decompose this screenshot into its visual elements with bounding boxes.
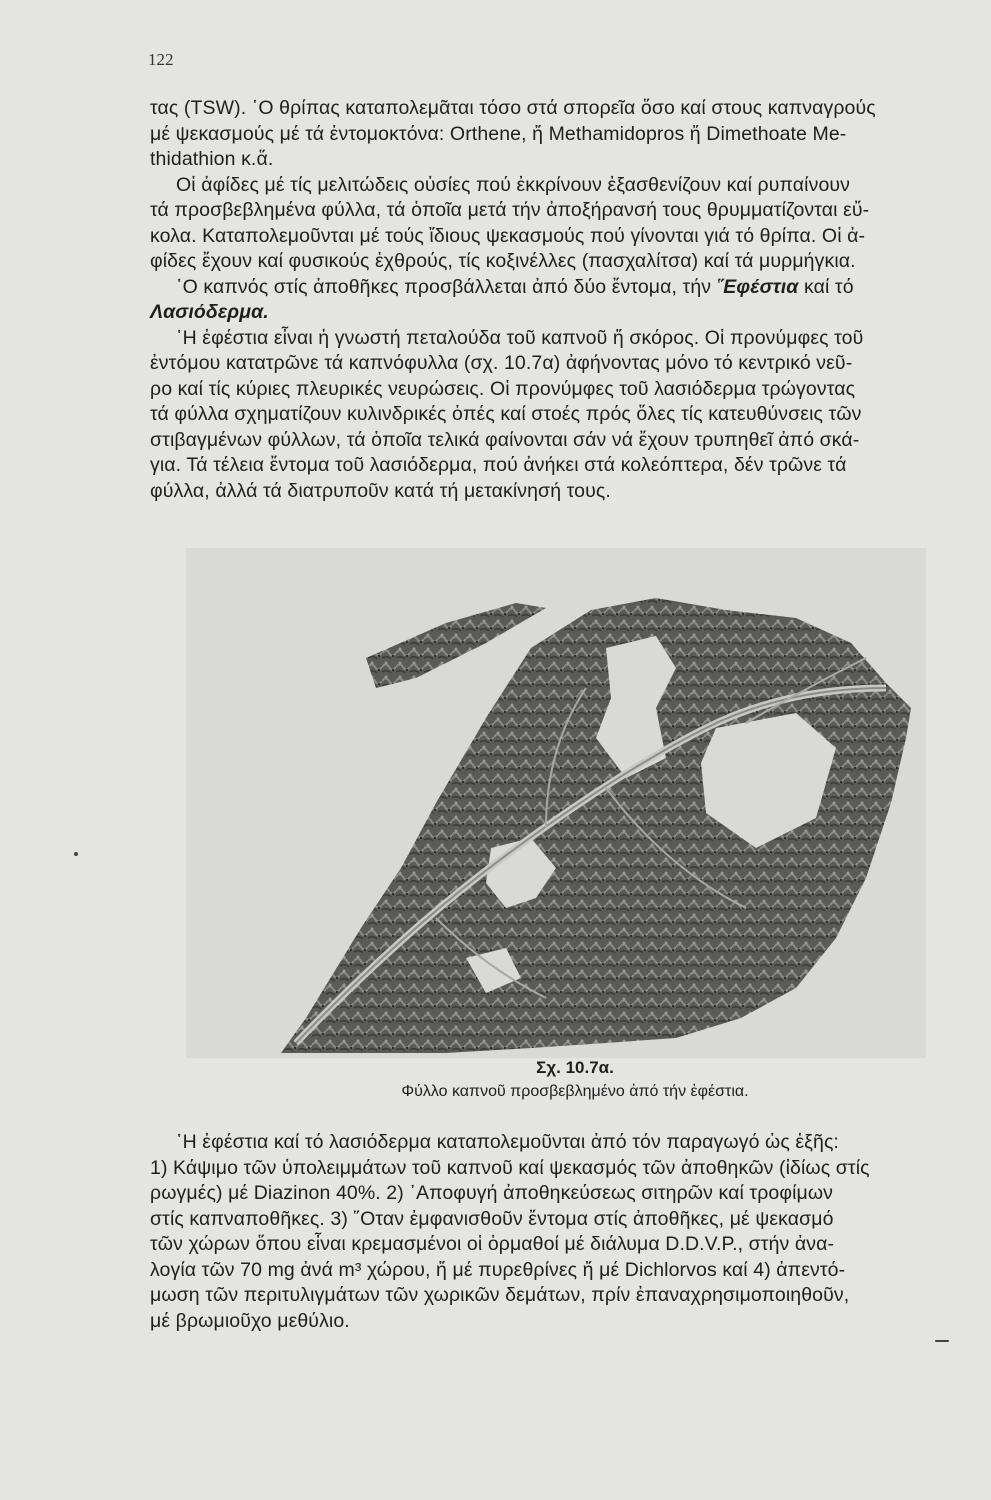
paragraph	[150, 326, 972, 505]
emphasis-lasioderma: Λασιόδερμα.	[150, 301, 269, 323]
paragraph	[150, 96, 972, 173]
text-line	[150, 300, 972, 326]
text-line: ῾Η ἐφέστια εἶναι ἡ γνωστή πεταλούδα τοῦ καπνοῦ ἤ σκόρος. Οἱ προνύμφες τοῦ	[176, 326, 864, 349]
body-text-top	[150, 96, 972, 504]
text-line: ρωγμές) μέ Diazinon 40%. 2) ᾿Αποφυγή ἀποθηκεύσεως σιτηρῶν καί τροφίμων	[150, 1182, 834, 1204]
text-line: Οἱ ἀφίδες μέ τίς μελιτώδεις οὐσίες πού ἐκκρίνουν ἐξασθενίζουν καί ρυπαίνουν	[176, 173, 851, 196]
text-line: μέ βρωμιοῦχο μεθύλιο.	[150, 1309, 350, 1332]
text-line: φύλλα, ἀλλά τά διατρυποῦν κατά τή μετακίνησή τους.	[150, 479, 611, 502]
text-line: τά φύλλα σχηματίζουν κυλινδρικές ὀπές καί στοές πρός ὅλες τίς κατευθύνσεις τῶν	[150, 403, 862, 425]
text-line: thidathion κ.ἅ.	[150, 148, 274, 170]
figure-caption: Φύλλο καπνοῦ προσβεβλημένο ἀπό τήν ἐφέστια.	[401, 1083, 749, 1100]
text-line: φίδες ἔχουν καί φυσικούς ἐχθρούς, τίς κοξινέλλες (πασχαλίτσα) καί τά μυρμήγκια.	[150, 250, 856, 272]
scan-speck	[74, 852, 78, 856]
paragraph	[150, 173, 972, 275]
text-line: λογία τῶν 70 mg ἀνά m³ χώρου, ἤ μέ πυρεθρίνες ἤ μέ Dichlorvos καί 4) ἀπεντό-	[150, 1258, 846, 1281]
text-line: ρο καί τίς κύριες πλευρικές νευρώσεις. Οἱ προνύμφες τοῦ λασιόδερμα τρώγοντας	[150, 377, 856, 400]
text-line: 1) Κάψιμο τῶν ὑπολειμμάτων τοῦ καπνοῦ καί ψεκασμός τῶν ἀποθηκῶν (ἰδίως στίς	[150, 1156, 870, 1179]
text-line: στιβαγμένων φύλλων, τά ὁποῖα τελικά φαίνονται σάν νά ἔχουν τρυπηθεῖ ἀπό σκά-	[150, 428, 860, 451]
text-line: μωση τῶν περιτυλιγμάτων τῶν χωρικῶν δεμάτων, πρίν ἐπαναχρησιμοποιηθοῦν,	[150, 1284, 850, 1306]
paragraph	[150, 275, 972, 326]
text-line: ἐντόμου κατατρῶνε τά καπνόφυλλα (σχ. 10.7α) ἀφήνοντας μόνο τό κεντρικό νεῦ-	[150, 352, 853, 374]
page-number: 122	[148, 50, 174, 69]
figure-damaged-tobacco-leaf	[186, 548, 926, 1058]
body-text-bottom	[150, 1130, 972, 1334]
text-line: μέ ψεκασμούς μέ τά ἐντομοκτόνα: Orthene, ἤ Methamidopros ἤ Dimethoate Me-	[150, 122, 847, 145]
text-line	[150, 275, 972, 301]
text-run: καί τό	[798, 275, 854, 298]
text-line: τῶν χώρων ὅπου εἶναι κρεμασμένοι οἱ ὁρμαθοί μέ διάλυμα D.D.V.P., στήν ἀνα-	[150, 1233, 835, 1255]
text-run: ῾Ο καπνός στίς ἀποθῆκες προσβάλλεται ἀπό δύο ἔντομα, τήν	[176, 275, 717, 298]
text-line: για. Τά τέλεια ἔντομα τοῦ λασιόδερμα, πού ἀνήκει στά κολεόπτερα, δέν τρῶνε τά	[150, 454, 847, 476]
scan-speck	[935, 1340, 949, 1342]
text-line: τας (TSW). ῾Ο θρίπας καταπολεμᾶται τόσο στά σπορεῖα ὅσο καί στους καπναγρούς	[150, 97, 876, 119]
figure-number: Σχ. 10.7α.	[536, 1058, 614, 1077]
text-line: τά προσβεβλημένα φύλλα, τά ὁποῖα μετά τήν ἀποξήρανσή τους θρυμματίζονται εὔ-	[150, 199, 870, 221]
text-line: στίς καπναποθῆκες. 3) ῞Οταν ἐμφανισθοῦν ἔντομα στίς ἀποθῆκες, μέ ψεκασμό	[150, 1207, 834, 1230]
paragraph	[150, 1130, 972, 1334]
leaf-photo	[186, 548, 926, 1058]
text-line: ῾Η ἐφέστια καί τό λασιόδερμα καταπολεμοῦνται ἀπό τόν παραγωγό ὡς ἑξῆς:	[176, 1131, 839, 1153]
text-line: κολα. Καταπολεμοῦνται μέ τούς ἴδιους ψεκασμούς πού γίνονται γιά τό θρίπα. Οἱ ἀ-	[150, 224, 866, 247]
emphasis-efestia: ῞Εφέστια	[716, 275, 799, 298]
